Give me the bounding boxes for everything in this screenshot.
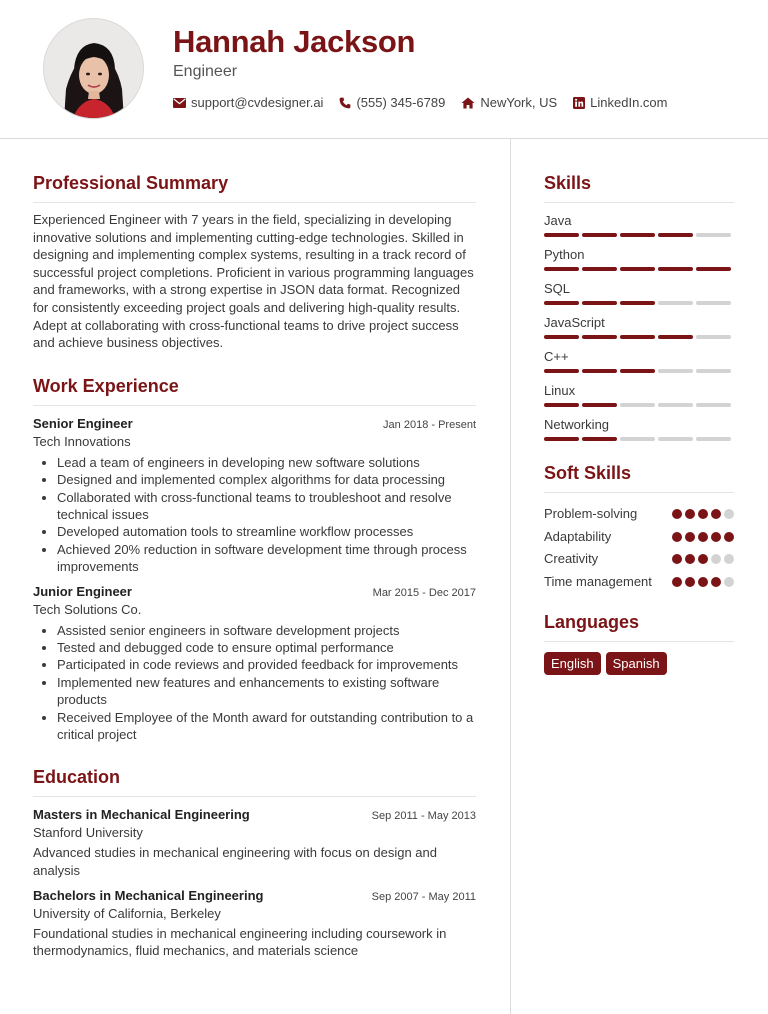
skill-level-segment xyxy=(620,301,655,305)
location-text: NewYork, US xyxy=(480,95,558,110)
rating-dot xyxy=(724,554,734,564)
experience-heading: Work Experience xyxy=(33,376,476,406)
soft-skill-rating xyxy=(669,577,734,591)
skill-item xyxy=(544,349,734,373)
skill-item xyxy=(544,315,734,339)
skill-level-segment xyxy=(658,335,693,339)
summary-text: Experienced Engineer with 7 years in the field, specializing in developing innovative solutions and implementing cutting-edge technologies. Skilled in designing and implementing complex systems, resulting in a track record of successful project completions. Proficient in various programming languages and frameworks, with a strong expertise in JSON data format. Recognized for consistently exceeding project goals and delivering high-quality results. Adept at collaborating with cross-functional teams to drive project success and achieve business objectives. xyxy=(33,212,474,351)
rating-dot xyxy=(685,554,695,564)
skill-level-segment xyxy=(696,369,731,373)
skill-name: SQL xyxy=(544,281,571,296)
rating-dot xyxy=(685,577,695,587)
rating-dot xyxy=(685,509,695,519)
main-column xyxy=(33,139,476,960)
education-header xyxy=(33,888,476,903)
summary-heading: Professional Summary xyxy=(33,173,476,203)
skill-level-segment xyxy=(658,369,693,373)
linkedin-icon xyxy=(573,97,585,109)
sidebar-column xyxy=(544,139,734,675)
skill-name: JavaScript xyxy=(544,315,605,330)
skill-level-segment xyxy=(620,437,655,441)
job-bullet: • Developed automation tools to streamline workflow processes xyxy=(57,523,476,540)
candidate-name: Hannah Jackson xyxy=(173,24,416,59)
skill-name: Networking xyxy=(544,417,610,432)
skill-name: C++ xyxy=(544,349,569,364)
language-tag: English xyxy=(544,652,601,675)
rating-dot xyxy=(698,532,708,542)
portrait-illustration xyxy=(44,19,144,119)
soft-skill-item xyxy=(544,573,734,591)
job-header xyxy=(33,584,476,599)
education-description: Foundational studies in mechanical engineering including coursework in thermodynamics, fluid mechanics, and materials science xyxy=(33,925,447,959)
skills-section xyxy=(544,173,734,441)
rating-dot xyxy=(698,577,708,587)
rating-dot xyxy=(724,509,734,519)
contact-bar xyxy=(173,95,684,110)
candidate-title: Engineer xyxy=(173,63,238,80)
rating-dot xyxy=(672,554,682,564)
rating-dot xyxy=(672,509,682,519)
skill-level-bar xyxy=(544,301,734,305)
contact-linkedin[interactable] xyxy=(573,95,667,110)
skills-list xyxy=(544,213,734,441)
skill-level-bar xyxy=(544,233,734,237)
education-section xyxy=(33,767,476,959)
soft-skill-name: Adaptability xyxy=(544,528,612,544)
rating-dot xyxy=(672,532,682,542)
education-date: Sep 2007 - May 2011 xyxy=(371,890,476,903)
job-bullet: • Lead a team of engineers in developing new software solutions xyxy=(57,454,476,471)
rating-dot xyxy=(685,532,695,542)
languages-list xyxy=(544,652,734,675)
skill-item xyxy=(544,247,734,271)
rating-dot xyxy=(698,509,708,519)
skill-name: Java xyxy=(544,213,572,228)
skill-name: Python xyxy=(544,247,585,262)
soft-skills-heading: Soft Skills xyxy=(544,463,734,493)
job-bullet: • Collaborated with cross-functional teams to troubleshoot and resolve technical issues xyxy=(57,489,476,524)
languages-heading: Languages xyxy=(544,612,734,642)
skill-level-segment xyxy=(582,301,617,305)
skill-item xyxy=(544,213,734,237)
home-icon xyxy=(461,97,475,109)
soft-skills-section xyxy=(544,463,734,590)
skill-level-segment xyxy=(582,437,617,441)
resume-header xyxy=(0,0,768,139)
soft-skill-rating xyxy=(669,509,734,523)
school: University of California, Berkeley xyxy=(33,905,221,921)
education-header xyxy=(33,807,476,822)
summary-section xyxy=(33,173,476,352)
education-date: Sep 2011 - May 2013 xyxy=(371,810,476,823)
school: Stanford University xyxy=(33,825,143,841)
job-role: Senior Engineer xyxy=(33,415,133,431)
job-bullet: • Received Employee of the Month award for outstanding contribution to a critical project xyxy=(57,709,476,744)
soft-skill-item xyxy=(544,505,734,523)
job-bullet: • Tested and debugged code to ensure optimal performance xyxy=(57,639,476,656)
job-company: Tech Innovations xyxy=(33,433,131,449)
rating-dot xyxy=(724,532,734,542)
skills-heading: Skills xyxy=(544,173,734,203)
job-header xyxy=(33,416,476,431)
rating-dot xyxy=(711,532,721,542)
skill-level-segment xyxy=(582,233,617,237)
languages-section xyxy=(544,612,734,675)
skill-level-segment xyxy=(544,267,579,271)
skill-level-segment xyxy=(658,267,693,271)
education-description: Advanced studies in mechanical engineering with focus on design and analysis xyxy=(33,845,437,879)
soft-skill-rating xyxy=(669,532,734,546)
skill-level-segment xyxy=(658,403,693,407)
skill-level-bar xyxy=(544,403,734,407)
experience-section xyxy=(33,376,476,744)
skill-level-segment xyxy=(620,233,655,237)
rating-dot xyxy=(698,554,708,564)
job-bullet: • Participated in code reviews and provided feedback for improvements xyxy=(57,656,476,673)
skill-level-segment xyxy=(544,301,579,305)
skill-level-bar xyxy=(544,267,734,271)
skill-level-bar xyxy=(544,335,734,339)
skill-level-segment xyxy=(620,369,655,373)
profile-photo xyxy=(43,18,144,119)
skill-level-segment xyxy=(620,267,655,271)
skill-name: Linux xyxy=(544,383,576,398)
job-date: Mar 2015 - Dec 2017 xyxy=(372,586,476,599)
skill-level-segment xyxy=(582,403,617,407)
phone-icon xyxy=(339,97,351,109)
soft-skill-name: Time management xyxy=(544,573,652,589)
linkedin-text: LinkedIn.com xyxy=(590,95,668,110)
job-bullets xyxy=(33,622,476,744)
soft-skills-list xyxy=(544,505,734,590)
skill-item xyxy=(544,383,734,407)
job-bullet: • Achieved 20% reduction in software development time through process improvements xyxy=(57,541,476,576)
rating-dot xyxy=(672,577,682,587)
skill-item xyxy=(544,281,734,305)
contact-phone[interactable] xyxy=(339,95,445,110)
job-bullet: • Designed and implemented complex algorithms for data processing xyxy=(57,471,476,488)
phone-text: (555) 345-6789 xyxy=(356,95,446,110)
rating-dot xyxy=(711,509,721,519)
skill-level-segment xyxy=(620,403,655,407)
job-bullet: • Assisted senior engineers in software development projects xyxy=(57,622,476,639)
job-role: Junior Engineer xyxy=(33,583,132,599)
skill-level-segment xyxy=(658,437,693,441)
column-divider xyxy=(510,139,511,1014)
skill-level-segment xyxy=(696,267,731,271)
soft-skill-item xyxy=(544,528,734,546)
job-bullets xyxy=(33,454,476,576)
skill-level-segment xyxy=(544,403,579,407)
contact-email[interactable] xyxy=(173,95,323,110)
skill-level-segment xyxy=(544,437,579,441)
job-company: Tech Solutions Co. xyxy=(33,601,142,617)
soft-skill-rating xyxy=(669,554,734,568)
skill-level-segment xyxy=(544,369,579,373)
soft-skill-name: Problem-solving xyxy=(544,506,638,521)
skill-level-segment xyxy=(582,267,617,271)
education-heading: Education xyxy=(33,767,476,797)
skill-level-segment xyxy=(696,403,731,407)
soft-skill-name: Creativity xyxy=(544,551,599,567)
skill-level-bar xyxy=(544,369,734,373)
rating-dot xyxy=(711,554,721,564)
job-entry xyxy=(33,416,476,576)
education-entry xyxy=(33,888,476,960)
skill-level-bar xyxy=(544,437,734,441)
skill-level-segment xyxy=(658,301,693,305)
degree: Masters in Mechanical Engineering xyxy=(33,807,250,823)
job-entry xyxy=(33,584,476,744)
job-bullet: • Implemented new features and enhancements to existing software products xyxy=(57,674,476,709)
skill-level-segment xyxy=(696,301,731,305)
skill-level-segment xyxy=(620,335,655,339)
skill-level-segment xyxy=(696,437,731,441)
rating-dot xyxy=(724,577,734,587)
skill-level-segment xyxy=(544,233,579,237)
skill-level-segment xyxy=(658,233,693,237)
rating-dot xyxy=(711,577,721,587)
skill-level-segment xyxy=(696,233,731,237)
education-entry xyxy=(33,807,476,879)
skill-level-segment xyxy=(696,335,731,339)
language-tag: Spanish xyxy=(606,652,667,675)
contact-location xyxy=(461,95,557,110)
skill-level-segment xyxy=(544,335,579,339)
skill-level-segment xyxy=(582,369,617,373)
degree: Bachelors in Mechanical Engineering xyxy=(33,887,264,903)
skill-item xyxy=(544,417,734,441)
soft-skill-item xyxy=(544,550,734,568)
email-text: support@cvdesigner.ai xyxy=(191,95,324,110)
envelope-icon xyxy=(173,98,186,108)
job-date: Jan 2018 - Present xyxy=(383,418,476,431)
skill-level-segment xyxy=(582,335,617,339)
